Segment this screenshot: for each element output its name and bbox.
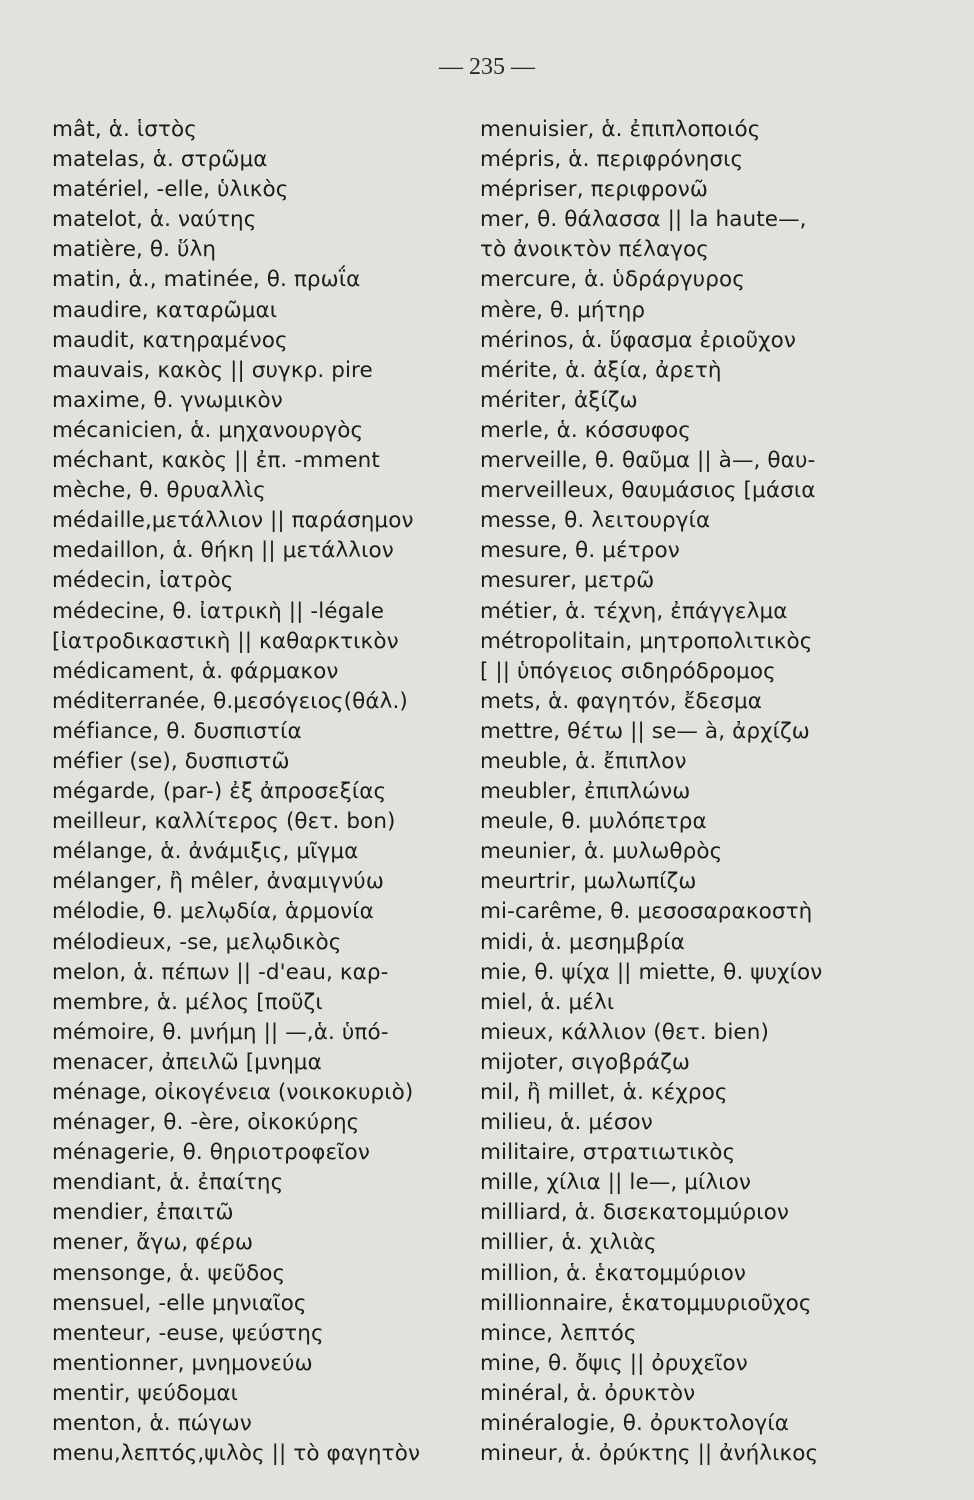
dictionary-entry: mérinos, ἁ. ὕφασμα ἐριοῦχον: [480, 327, 797, 353]
dictionary-entry: medaillon, ἁ. θήκη || μετάλλιον: [52, 538, 394, 564]
dictionary-entry: mère, θ. μήτηρ: [480, 297, 646, 323]
dictionary-entry: mettre, θέτω || se— à, ἀρχίζω: [480, 718, 810, 744]
dictionary-entry: minéralogie, θ. ὀρυκτολογία: [480, 1411, 790, 1437]
dictionary-entry: menteur, -euse, ψεύστης: [52, 1320, 324, 1346]
dictionary-entry: médaille,μετάλλιον || παράσημον: [52, 508, 414, 534]
dictionary-entry: millier, ἁ. χιλιὰς: [480, 1230, 657, 1256]
dictionary-entry: meuble, ἁ. ἔπιπλον: [480, 748, 687, 774]
dictionary-entry: mi-carême, θ. μεσοσαρακοστὴ: [480, 899, 813, 925]
dictionary-entry: mégarde, (par-) ἐξ ἀπροσεξίας: [52, 779, 387, 805]
dictionary-entry: mille, χίλια || le—, μίλιον: [480, 1170, 751, 1196]
dictionary-entry: ménager, θ. -ère, οἰκοκύρης: [52, 1110, 360, 1136]
dictionary-entry: mauvais, κακὸς || συγκρ. pire: [52, 357, 373, 383]
page-number: — 235 —: [439, 54, 535, 80]
dictionary-entry: menuisier, ἁ. ἐπιπλοποιός: [480, 117, 761, 142]
dictionary-entry: milieu, ἁ. μέσον: [480, 1110, 653, 1136]
dictionary-entry: messe, θ. λειτουργία: [480, 508, 711, 534]
dictionary-entry: méfiance, θ. δυσπιστία: [52, 718, 302, 744]
dictionary-entry: mesure, θ. μέτρον: [480, 538, 680, 564]
dictionary-entry: militaire, στρατιωτικὸς: [480, 1140, 736, 1166]
dictionary-entry: métropolitain, μητροπολιτικὸς: [480, 628, 813, 654]
dictionary-entry: médicament, ἁ. φάρμακον: [52, 658, 339, 684]
dictionary-entry: million, ἁ. ἑκατομμύριον: [480, 1260, 746, 1286]
dictionary-entry: mécanicien, ἁ. μηχανουργὸς: [52, 417, 364, 443]
dictionary-entry: mendier, ἐπαιτῶ: [52, 1200, 234, 1226]
dictionary-entry: menton, ἁ. πώγων: [52, 1411, 252, 1437]
dictionary-entry: mine, θ. ὄψις || ὀρυχεῖον: [480, 1350, 748, 1376]
dictionary-entry: mérite, ἁ. ἀξία, ἀρετὴ: [480, 357, 722, 383]
dictionary-entry: milliard, ἁ. δισεκατομμύριον: [480, 1200, 789, 1226]
dictionary-entry: mercure, ἁ. ὑδράργυρος: [480, 267, 745, 293]
dictionary-entry: merle, ἁ. κόσσυφος: [480, 417, 691, 443]
dictionary-entry: merveille, θ. θαῦμα || à—, θαυ-: [480, 448, 816, 474]
dictionary-entry: mie, θ. ψίχα || miette, θ. ψυχίον: [480, 959, 823, 985]
dictionary-entry: mélodie, θ. μελῳδία, ἁρμονία: [52, 899, 374, 925]
dictionary-entry: méfier (se), δυσπιστῶ: [52, 748, 290, 774]
dictionary-entry: ménagerie, θ. θηριοτροφεῖον: [52, 1140, 370, 1166]
dictionary-entry: mât, ἁ. ἱστὸς: [52, 117, 197, 142]
dictionary-entry: mil, ἢ millet, ἁ. κέχρος: [480, 1080, 728, 1105]
dictionary-entry: mijoter, σιγοβράζω: [480, 1049, 691, 1075]
dictionary-entry: meilleur, καλλίτερος (θετ. bon): [52, 809, 396, 835]
dictionary-entry: membre, ἁ. μέλος [ποῦζι: [52, 989, 323, 1015]
dictionary-entry: minéral, ἁ. ὀρυκτὸν: [480, 1380, 696, 1406]
dictionary-entry: mentir, ψεύδομαι: [52, 1380, 238, 1406]
dictionary-entry: mendiant, ἁ. ἐπαίτης: [52, 1170, 284, 1196]
dictionary-entry: meurtrir, μωλωπίζω: [480, 869, 697, 895]
dictionary-entry: matelas, ἁ. στρῶμα: [52, 147, 268, 173]
dictionary-entry: mélodieux, -se, μελῳδικὸς: [52, 929, 342, 955]
left-column: [52, 115, 482, 1469]
dictionary-entry: midi, ἁ. μεσημβρία: [480, 929, 685, 955]
right-column: [480, 115, 910, 1469]
dictionary-entry: mèche, θ. θρυαλλὶς: [52, 478, 266, 504]
dictionary-entry: mélanger, ἢ mêler, ἀναμιγνύω: [52, 869, 384, 895]
dictionary-entry: mensonge, ἁ. ψεῦδος: [52, 1260, 286, 1286]
dictionary-entry: mer, θ. θάλασσα || la haute—,: [480, 207, 807, 233]
dictionary-entry: méditerranée, θ.μεσόγειος(θάλ.): [52, 688, 408, 714]
dictionary-entry: matelot, ἁ. ναύτης: [52, 207, 257, 233]
dictionary-entry: maxime, θ. γνωμικὸν: [52, 387, 283, 413]
dictionary-entry: mener, ἄγω, φέρω: [52, 1230, 254, 1256]
dictionary-entry: mieux, κάλλιον (θετ. bien): [480, 1019, 769, 1045]
dictionary-entry: mentionner, μνημονεύω: [52, 1350, 313, 1376]
dictionary-entry: [ἰατροδικαστικὴ || καθαρκτικὸν: [52, 628, 399, 654]
dictionary-entry: meubler, ἐπιπλώνω: [480, 779, 691, 805]
dictionary-entry: mensuel, -elle μηνιαῖος: [52, 1290, 307, 1316]
dictionary-entry: matière, θ. ὕλη: [52, 237, 217, 263]
dictionary-entry: mériter, ἀξίζω: [480, 387, 638, 413]
dictionary-entry: métier, ἁ. τέχνη, ἐπάγγελμα: [480, 598, 788, 624]
dictionary-entry: merveilleux, θαυμάσιος [μάσια: [480, 478, 816, 504]
dictionary-entry: meunier, ἁ. μυλωθρὸς: [480, 839, 723, 865]
dictionary-entry: miel, ἁ. μέλι: [480, 989, 615, 1015]
dictionary-entry: [ || ὑπόγειος σιδηρόδρομος: [480, 658, 776, 684]
dictionary-entry: méchant, κακὸς || ἐπ. -mment: [52, 448, 380, 474]
dictionary-entry: ménage, οἰκογένεια (νοικοκυριὸ): [52, 1080, 414, 1105]
dictionary-entry: mémoire, θ. μνήμη || —,ἁ. ὑπό-: [52, 1019, 389, 1045]
dictionary-entry: millionnaire, ἑκατομμυριοῦχος: [480, 1290, 812, 1316]
dictionary-entry: maudire, καταρῶμαι: [52, 297, 278, 323]
dictionary-entry: meule, θ. μυλόπετρα: [480, 809, 707, 835]
dictionary-entry: τὸ ἀνοικτὸν πέλαγος: [480, 237, 710, 263]
dictionary-entry: mets, ἁ. φαγητόν, ἔδεσμα: [480, 688, 763, 714]
dictionary-entry: menu,λεπτός,ψιλὸς || τὸ φαγητὸν: [52, 1441, 421, 1467]
dictionary-entry: matin, ἁ., matinée, θ. πρωΐα: [52, 267, 361, 293]
dictionary-entry: mesurer, μετρῶ: [480, 568, 655, 594]
dictionary-entry: mineur, ἁ. ὀρύκτης || ἀνήλικος: [480, 1441, 819, 1467]
dictionary-entry: mince, λεπτός: [480, 1320, 637, 1346]
dictionary-entry: mépriser, περιφρονῶ: [480, 177, 708, 203]
dictionary-entry: mépris, ἁ. περιφρόνησις: [480, 147, 744, 173]
dictionary-entry: matériel, -elle, ὑλικὸς: [52, 177, 289, 203]
dictionary-entry: médecine, θ. ἰατρικὴ || -légale: [52, 598, 385, 624]
dictionary-entry: mélange, ἁ. ἀνάμιξις, μῖγμα: [52, 839, 359, 865]
dictionary-entry: melon, ἁ. πέπων || -d'eau, καρ-: [52, 959, 389, 985]
dictionary-entry: menacer, ἀπειλῶ [μνημα: [52, 1049, 322, 1075]
dictionary-entry: médecin, ἰατρὸς: [52, 568, 234, 594]
dictionary-entry: maudit, κατηραμένος: [52, 327, 288, 353]
